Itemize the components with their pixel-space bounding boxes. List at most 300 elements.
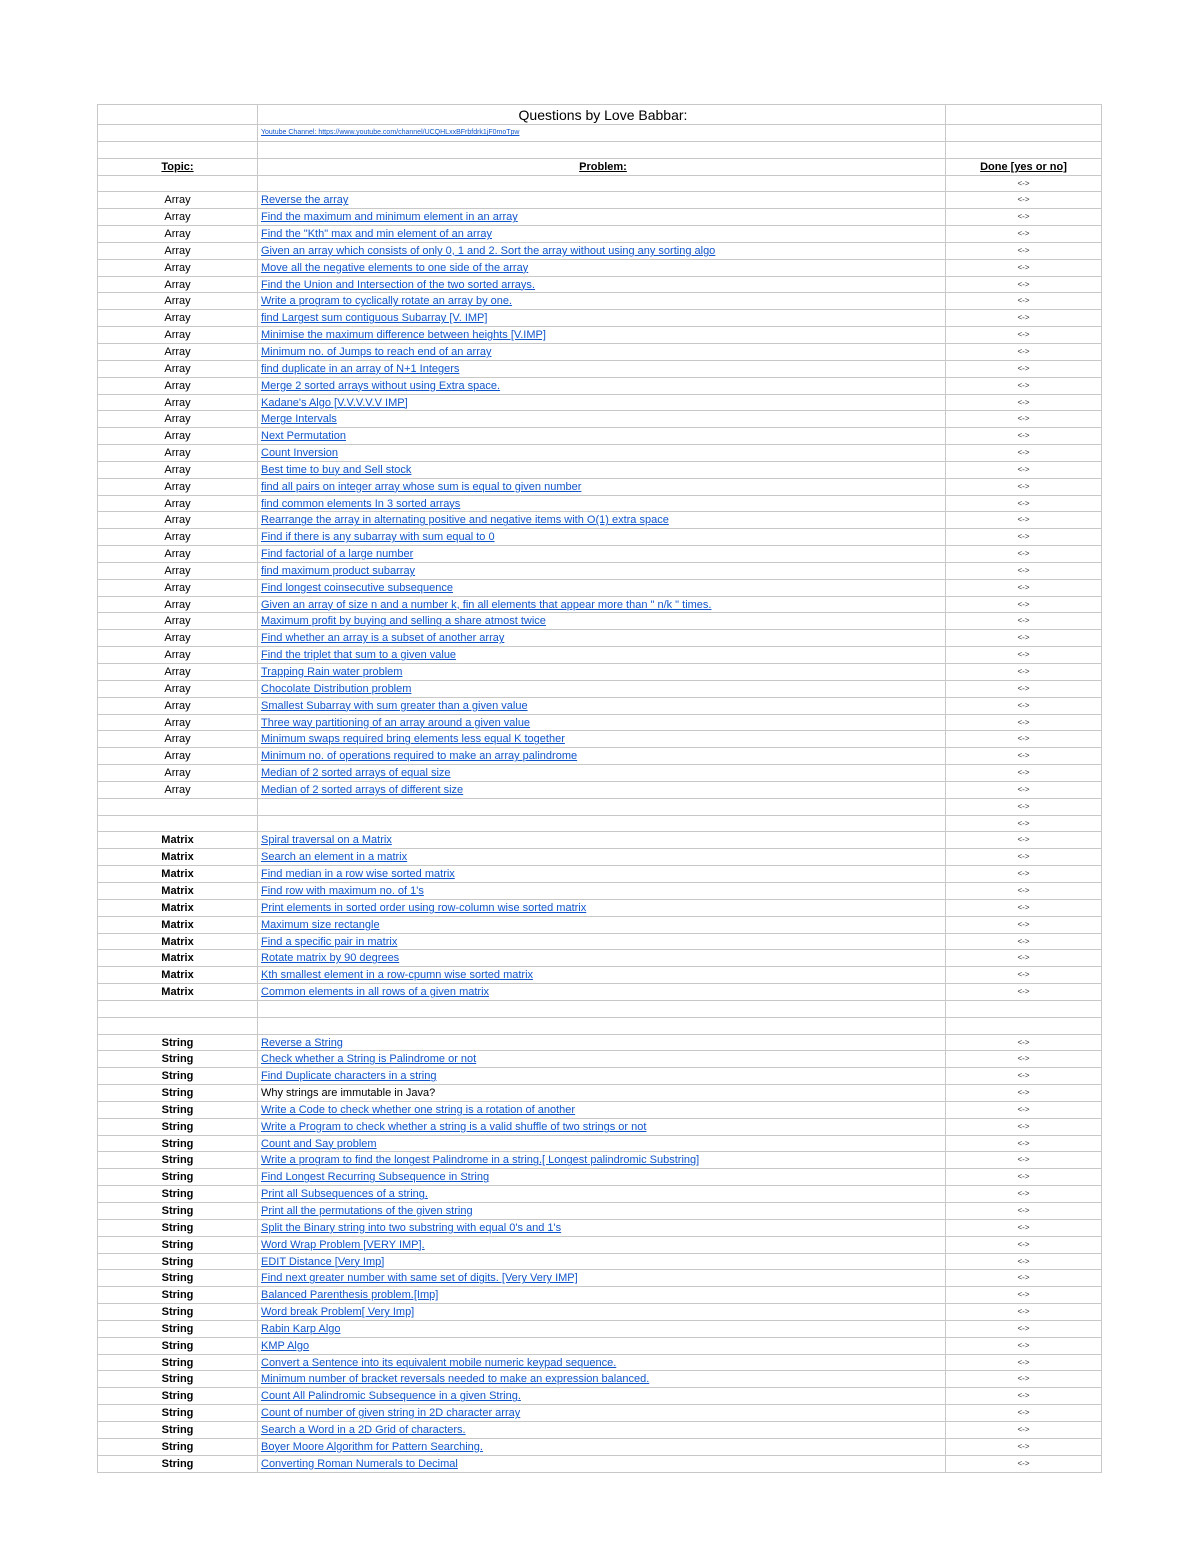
table-row: [98, 327, 1102, 344]
done-cell[interactable]: <->: [946, 226, 1102, 243]
problem-link[interactable]: Reverse the array: [261, 194, 349, 207]
table-row: [98, 496, 1102, 513]
done-cell[interactable]: <->: [946, 1371, 1102, 1388]
problem-cell: [258, 1388, 946, 1405]
problem-link[interactable]: Count All Palindromic Subsequence in a given String.: [261, 1390, 521, 1403]
problem-link[interactable]: Minimum number of bracket reversals needed to make an expression balanced.: [261, 1373, 650, 1386]
topic-cell: String: [98, 1085, 258, 1102]
done-cell[interactable]: <->: [946, 176, 1102, 193]
topic-cell: [98, 1018, 258, 1035]
table-row: [98, 984, 1102, 1001]
table-row: [98, 613, 1102, 630]
table-row: [98, 1321, 1102, 1338]
table-row: [98, 1001, 1102, 1018]
done-cell[interactable]: <->: [946, 1035, 1102, 1052]
topic-cell: String: [98, 1456, 258, 1473]
done-cell[interactable]: <->: [946, 630, 1102, 647]
done-cell[interactable]: <->: [946, 1321, 1102, 1338]
topic-cell: Array: [98, 731, 258, 748]
problem-link[interactable]: Minimise the maximum difference between heights [V.IMP]: [261, 329, 546, 342]
table-row: [98, 647, 1102, 664]
table-row: [98, 529, 1102, 546]
table-row: [98, 698, 1102, 715]
done-cell[interactable]: <->: [946, 512, 1102, 529]
done-cell[interactable]: <->: [946, 1237, 1102, 1254]
table-row: [98, 1371, 1102, 1388]
problem-cell: [258, 950, 946, 967]
done-cell[interactable]: <->: [946, 1085, 1102, 1102]
problem-link[interactable]: Kth smallest element in a row-cpumn wise sorted matrix: [261, 969, 534, 982]
topic-cell: String: [98, 1270, 258, 1287]
problem-link[interactable]: find maximum product subarray: [261, 564, 416, 577]
youtube-link[interactable]: Youtube Channel: https://www.youtube.com/channel/UCQHLxxBFrbfdrk1jF0moTpw: [261, 129, 520, 136]
table-row: [98, 243, 1102, 260]
empty-cell: [946, 125, 1102, 142]
problem-cell: [258, 866, 946, 883]
done-cell[interactable]: <->: [946, 479, 1102, 496]
problem-link[interactable]: Merge 2 sorted arrays without using Extra space.: [261, 379, 501, 392]
problem-link[interactable]: Smallest Subarray with sum greater than a given value: [261, 699, 528, 712]
topic-cell: String: [98, 1035, 258, 1052]
problem-cell: [258, 209, 946, 226]
problem-cell: [258, 243, 946, 260]
problem-link[interactable]: Minimum swaps required bring elements less equal K together: [261, 733, 565, 746]
topic-cell: Array: [98, 361, 258, 378]
problem-cell: [258, 1254, 946, 1271]
problem-cell: [258, 917, 946, 934]
done-cell[interactable]: <->: [946, 310, 1102, 327]
done-cell[interactable]: <->: [946, 900, 1102, 917]
topic-cell: Array: [98, 428, 258, 445]
table-row: [98, 1035, 1102, 1052]
table-row: [98, 1085, 1102, 1102]
problem-link[interactable]: Common elements in all rows of a given matrix: [261, 986, 490, 999]
done-cell[interactable]: <->: [946, 344, 1102, 361]
problem-link[interactable]: Find median in a row wise sorted matrix: [261, 868, 455, 881]
problem-link[interactable]: Print all Subsequences of a string.: [261, 1188, 428, 1201]
spacer-row: [98, 142, 1102, 159]
table-row: [98, 1254, 1102, 1271]
empty-cell: [258, 142, 946, 159]
problem-link[interactable]: Count of number of given string in 2D character array: [261, 1407, 521, 1420]
done-cell[interactable]: <->: [946, 1136, 1102, 1153]
done-cell[interactable]: <->: [946, 209, 1102, 226]
done-cell[interactable]: <->: [946, 731, 1102, 748]
topic-cell: Array: [98, 664, 258, 681]
done-cell[interactable]: <->: [946, 1456, 1102, 1473]
problem-link[interactable]: Search an element in a matrix: [261, 851, 408, 864]
done-cell[interactable]: <->: [946, 496, 1102, 513]
done-cell[interactable]: <->: [946, 782, 1102, 799]
done-cell[interactable]: <->: [946, 1287, 1102, 1304]
problem-cell: [258, 546, 946, 563]
problem-link[interactable]: Write a Program to check whether a string is a valid shuffle of two strings or not: [261, 1120, 647, 1133]
table-row: [98, 209, 1102, 226]
empty-cell: [98, 125, 258, 142]
problem-cell: [258, 1355, 946, 1372]
problem-cell: [258, 1321, 946, 1338]
table-row: [98, 1051, 1102, 1068]
problem-link[interactable]: Print elements in sorted order using row-column wise sorted matrix: [261, 901, 587, 914]
table-row: [98, 546, 1102, 563]
done-cell[interactable]: <->: [946, 411, 1102, 428]
table-row: [98, 1169, 1102, 1186]
problem-cell: [258, 1371, 946, 1388]
done-cell[interactable]: <->: [946, 984, 1102, 1001]
problem-link[interactable]: Boyer Moore Algorithm for Pattern Searching.: [261, 1440, 483, 1453]
topic-cell: Array: [98, 192, 258, 209]
topic-cell: Matrix: [98, 866, 258, 883]
done-cell[interactable]: <->: [946, 1405, 1102, 1422]
problem-link[interactable]: Find if there is any subarray with sum equal to 0: [261, 531, 495, 544]
problem-cell: [258, 748, 946, 765]
topic-cell: Matrix: [98, 934, 258, 951]
topic-cell: [98, 799, 258, 816]
problem-cell: [258, 411, 946, 428]
table-row: [98, 192, 1102, 209]
done-cell[interactable]: <->: [946, 546, 1102, 563]
done-cell[interactable]: <->: [946, 816, 1102, 833]
done-cell[interactable]: <->: [946, 1338, 1102, 1355]
topic-cell: Array: [98, 243, 258, 260]
problem-cell: [258, 176, 946, 193]
problem-link[interactable]: Median of 2 sorted arrays of different size: [261, 783, 464, 796]
topic-cell: String: [98, 1237, 258, 1254]
done-cell[interactable]: <->: [946, 395, 1102, 412]
done-cell[interactable]: <->: [946, 260, 1102, 277]
table-row: [98, 378, 1102, 395]
problem-link[interactable]: Split the Binary string into two substring with equal 0's and 1's: [261, 1221, 562, 1234]
done-cell[interactable]: <->: [946, 832, 1102, 849]
done-cell[interactable]: <->: [946, 613, 1102, 630]
topic-cell: String: [98, 1119, 258, 1136]
problem-link[interactable]: Best time to buy and Sell stock: [261, 463, 412, 476]
empty-cell: [98, 142, 258, 159]
problem-link[interactable]: Print all the permutations of the given string: [261, 1205, 473, 1217]
done-cell[interactable]: <->: [946, 1051, 1102, 1068]
topic-cell: String: [98, 1186, 258, 1203]
table-row: [98, 1338, 1102, 1355]
problem-cell: [258, 681, 946, 698]
topic-header: Topic:: [98, 159, 258, 176]
problem-link[interactable]: KMP Algo: [261, 1339, 310, 1352]
problem-link[interactable]: Check whether a String is Palindrome or not: [261, 1053, 477, 1066]
problem-cell: [258, 1237, 946, 1254]
problem-cell: [258, 512, 946, 529]
done-cell[interactable]: <->: [946, 1102, 1102, 1119]
topic-cell: String: [98, 1203, 258, 1220]
problem-cell: [258, 900, 946, 917]
problem-cell: [258, 816, 946, 833]
problem-cell: [258, 698, 946, 715]
table-row: [98, 1405, 1102, 1422]
topic-cell: Matrix: [98, 900, 258, 917]
done-cell[interactable]: <->: [946, 681, 1102, 698]
problem-header: Problem:: [258, 159, 946, 176]
table-row: [98, 630, 1102, 647]
table-row: [98, 293, 1102, 310]
problem-cell: [258, 1085, 946, 1102]
done-cell[interactable]: <->: [946, 1439, 1102, 1456]
done-cell[interactable]: <->: [946, 917, 1102, 934]
done-cell[interactable]: <->: [946, 748, 1102, 765]
problem-cell: [258, 1338, 946, 1355]
problem-cell: [258, 984, 946, 1001]
problem-link[interactable]: Find next greater number with same set of digits. [Very Very IMP]: [261, 1272, 578, 1285]
topic-cell: [98, 1001, 258, 1018]
problem-link[interactable]: Median of 2 sorted arrays of equal size: [261, 767, 451, 780]
problem-cell: [258, 967, 946, 984]
table-row: [98, 1102, 1102, 1119]
table-row: [98, 479, 1102, 496]
title-done-cell: [946, 105, 1102, 125]
done-cell[interactable]: <->: [946, 580, 1102, 597]
problem-cell: [258, 630, 946, 647]
done-cell[interactable]: <->: [946, 1119, 1102, 1136]
problem-cell: [258, 934, 946, 951]
problem-link[interactable]: find Largest sum contiguous Subarray [V. IMP]: [261, 312, 488, 325]
problem-link[interactable]: Find factorial of a large number: [261, 548, 414, 561]
topic-cell: Array: [98, 260, 258, 277]
problem-link[interactable]: find all pairs on integer array whose sum is equal to given number: [261, 480, 582, 493]
done-header: Done [yes or no]: [946, 159, 1102, 176]
problem-cell: [258, 1169, 946, 1186]
done-cell[interactable]: <->: [946, 428, 1102, 445]
table-row: [98, 1119, 1102, 1136]
done-cell[interactable]: <->: [946, 277, 1102, 294]
problem-link[interactable]: Three way partitioning of an array around a given value: [261, 716, 531, 729]
table-row: [98, 260, 1102, 277]
table-row: [98, 563, 1102, 580]
problem-link[interactable]: Maximum size rectangle: [261, 918, 380, 931]
table-row: [98, 883, 1102, 900]
done-cell[interactable]: <->: [946, 361, 1102, 378]
problem-link[interactable]: Find Longest Recurring Subsequence in String: [261, 1171, 490, 1184]
table-row: [98, 344, 1102, 361]
table-row: [98, 1186, 1102, 1203]
problem-link[interactable]: EDIT Distance [Very Imp]: [261, 1255, 385, 1268]
problem-link[interactable]: Find the triplet that sum to a given value: [261, 649, 457, 662]
table-body: [98, 176, 1102, 1473]
problem-link[interactable]: Search a Word in a 2D Grid of characters.: [261, 1423, 466, 1436]
problem-cell: [258, 731, 946, 748]
done-cell[interactable]: <->: [946, 1270, 1102, 1287]
problem-link[interactable]: Word Wrap Problem [VERY IMP].: [261, 1238, 425, 1251]
problem-link[interactable]: Rotate matrix by 90 degrees: [261, 952, 400, 965]
table-row: [98, 664, 1102, 681]
problem-link[interactable]: Write a program to cyclically rotate an array by one.: [261, 295, 513, 308]
table-row: [98, 866, 1102, 883]
problem-link[interactable]: Given an array which consists of only 0, 1 and 2. Sort the array without using any sorting algo: [261, 244, 716, 257]
problem-link[interactable]: Chocolate Distribution problem: [261, 682, 412, 695]
done-cell[interactable]: <->: [946, 647, 1102, 664]
done-cell[interactable]: <->: [946, 243, 1102, 260]
topic-cell: Array: [98, 411, 258, 428]
done-cell[interactable]: <->: [946, 597, 1102, 614]
topic-cell: Matrix: [98, 832, 258, 849]
table-row: [98, 816, 1102, 833]
empty-cell: [946, 142, 1102, 159]
problem-link[interactable]: Maximum profit by buying and selling a share atmost twice: [261, 615, 546, 628]
table-row: [98, 580, 1102, 597]
done-cell[interactable]: <->: [946, 967, 1102, 984]
done-cell[interactable]: <->: [946, 529, 1102, 546]
done-cell[interactable]: <->: [946, 664, 1102, 681]
problem-cell: [258, 378, 946, 395]
topic-cell: String: [98, 1287, 258, 1304]
done-cell[interactable]: <->: [946, 1169, 1102, 1186]
topic-cell: String: [98, 1321, 258, 1338]
topic-cell: Array: [98, 765, 258, 782]
topic-cell: String: [98, 1051, 258, 1068]
problem-link[interactable]: Reverse a String: [261, 1036, 343, 1049]
problem-link[interactable]: Write a program to find the longest Palindrome in a string.[ Longest palindromic Substring]: [261, 1154, 700, 1167]
done-cell[interactable]: <->: [946, 293, 1102, 310]
topic-cell: Array: [98, 310, 258, 327]
done-cell[interactable]: <->: [946, 1152, 1102, 1169]
done-cell[interactable]: <->: [946, 378, 1102, 395]
done-cell[interactable]: <->: [946, 698, 1102, 715]
topic-cell: Matrix: [98, 917, 258, 934]
problem-text: Why strings are immutable in Java?: [261, 1087, 436, 1100]
problem-cell: [258, 849, 946, 866]
problem-cell: [258, 1102, 946, 1119]
problem-link[interactable]: Merge Intervals: [261, 413, 337, 426]
problem-link[interactable]: Converting Roman Numerals to Decimal: [261, 1457, 458, 1470]
table-row: [98, 1136, 1102, 1153]
problem-link[interactable]: Find the Union and Intersection of the two sorted arrays.: [261, 278, 535, 291]
problem-link[interactable]: Find whether an array is a subset of another array: [261, 632, 505, 645]
problem-cell: [258, 1304, 946, 1321]
topic-cell: Array: [98, 597, 258, 614]
problem-link[interactable]: Rearrange the array in alternating positive and negative items with O(1) extra space: [261, 514, 669, 527]
problem-cell: [258, 765, 946, 782]
done-cell[interactable]: <->: [946, 1068, 1102, 1085]
done-cell[interactable]: [946, 1001, 1102, 1018]
done-cell[interactable]: <->: [946, 715, 1102, 732]
problem-cell: [258, 1152, 946, 1169]
problem-link[interactable]: find common elements In 3 sorted arrays: [261, 497, 461, 510]
problem-cell: [258, 782, 946, 799]
done-cell[interactable]: <->: [946, 1254, 1102, 1271]
problem-link[interactable]: Find longest coinsecutive subsequence: [261, 581, 454, 594]
problem-cell: [258, 1018, 946, 1035]
problem-link[interactable]: Trapping Rain water problem: [261, 666, 403, 678]
topic-cell: String: [98, 1422, 258, 1439]
problem-link[interactable]: Find Duplicate characters in a string: [261, 1070, 437, 1083]
topic-cell: Array: [98, 496, 258, 513]
done-cell[interactable]: <->: [946, 866, 1102, 883]
done-cell[interactable]: <->: [946, 950, 1102, 967]
topic-cell: Array: [98, 462, 258, 479]
problem-cell: [258, 260, 946, 277]
problem-link[interactable]: Minimum no. of Jumps to reach end of an array: [261, 345, 492, 358]
problem-link[interactable]: Count and Say problem: [261, 1137, 377, 1150]
problem-link[interactable]: Word break Problem[ Very Imp]: [261, 1306, 415, 1319]
problem-cell: [258, 310, 946, 327]
problem-cell: [258, 428, 946, 445]
done-cell[interactable]: <->: [946, 462, 1102, 479]
table-row: [98, 681, 1102, 698]
table-row: [98, 462, 1102, 479]
done-cell[interactable]: <->: [946, 1220, 1102, 1237]
done-cell[interactable]: <->: [946, 1388, 1102, 1405]
youtube-cell: [258, 125, 946, 142]
table-row: [98, 900, 1102, 917]
problem-link[interactable]: Spiral traversal on a Matrix: [261, 834, 392, 847]
problem-link[interactable]: Minimum no. of operations required to make an array palindrome: [261, 750, 578, 763]
table-row: [98, 1237, 1102, 1254]
table-row: [98, 597, 1102, 614]
problem-link[interactable]: Convert a Sentence into its equivalent mobile numeric keypad sequence.: [261, 1356, 617, 1369]
table-row: [98, 1439, 1102, 1456]
done-cell[interactable]: <->: [946, 327, 1102, 344]
problem-link[interactable]: Given an array of size n and a number k, fin all elements that appear more than " n/k " times.: [261, 598, 712, 611]
done-cell[interactable]: <->: [946, 934, 1102, 951]
topic-cell: Matrix: [98, 849, 258, 866]
table-row: [98, 849, 1102, 866]
problem-link[interactable]: Move all the negative elements to one side of the array: [261, 261, 529, 274]
problem-cell: [258, 883, 946, 900]
problem-link[interactable]: Find the maximum and minimum element in an array: [261, 211, 518, 224]
problem-cell: [258, 361, 946, 378]
spreadsheet: [97, 104, 1102, 1473]
done-cell[interactable]: [946, 1018, 1102, 1035]
done-cell[interactable]: <->: [946, 1186, 1102, 1203]
table-row: [98, 782, 1102, 799]
problem-cell: [258, 496, 946, 513]
done-cell[interactable]: <->: [946, 445, 1102, 462]
done-cell[interactable]: <->: [946, 1304, 1102, 1321]
problem-link[interactable]: Next Permutation: [261, 430, 346, 443]
done-cell[interactable]: <->: [946, 1203, 1102, 1220]
topic-cell: Array: [98, 209, 258, 226]
done-cell[interactable]: <->: [946, 765, 1102, 782]
problem-link[interactable]: Find the "Kth" max and min element of an array: [261, 228, 492, 241]
problem-link[interactable]: find duplicate in an array of N+1 Integers: [261, 362, 460, 375]
done-cell[interactable]: <->: [946, 563, 1102, 580]
header-row: [98, 159, 1102, 176]
problem-link[interactable]: Rabin Karp Algo: [261, 1322, 341, 1335]
done-cell[interactable]: <->: [946, 799, 1102, 816]
problem-link[interactable]: Write a Code to check whether one string is a rotation of another: [261, 1103, 576, 1116]
table-row: [98, 277, 1102, 294]
topic-cell: String: [98, 1304, 258, 1321]
done-cell[interactable]: <->: [946, 192, 1102, 209]
problem-link[interactable]: Find row with maximum no. of 1's: [261, 884, 424, 897]
table-row: [98, 832, 1102, 849]
problem-link[interactable]: Balanced Parenthesis problem.[Imp]: [261, 1289, 439, 1302]
problem-cell: [258, 1405, 946, 1422]
problem-link[interactable]: Find a specific pair in matrix: [261, 935, 398, 948]
table-row: [98, 512, 1102, 529]
done-cell[interactable]: <->: [946, 883, 1102, 900]
problem-link[interactable]: Count Inversion: [261, 447, 339, 460]
topic-cell: Matrix: [98, 984, 258, 1001]
problem-cell: [258, 832, 946, 849]
problem-cell: [258, 479, 946, 496]
problem-cell: [258, 462, 946, 479]
topic-cell: Array: [98, 546, 258, 563]
table-row: [98, 1287, 1102, 1304]
table-row: [98, 748, 1102, 765]
topic-cell: Array: [98, 681, 258, 698]
problem-link[interactable]: Kadane's Algo [V.V.V.V.V IMP]: [261, 396, 408, 409]
done-cell[interactable]: <->: [946, 1422, 1102, 1439]
done-cell[interactable]: <->: [946, 1355, 1102, 1372]
done-cell[interactable]: <->: [946, 849, 1102, 866]
topic-cell: Array: [98, 563, 258, 580]
